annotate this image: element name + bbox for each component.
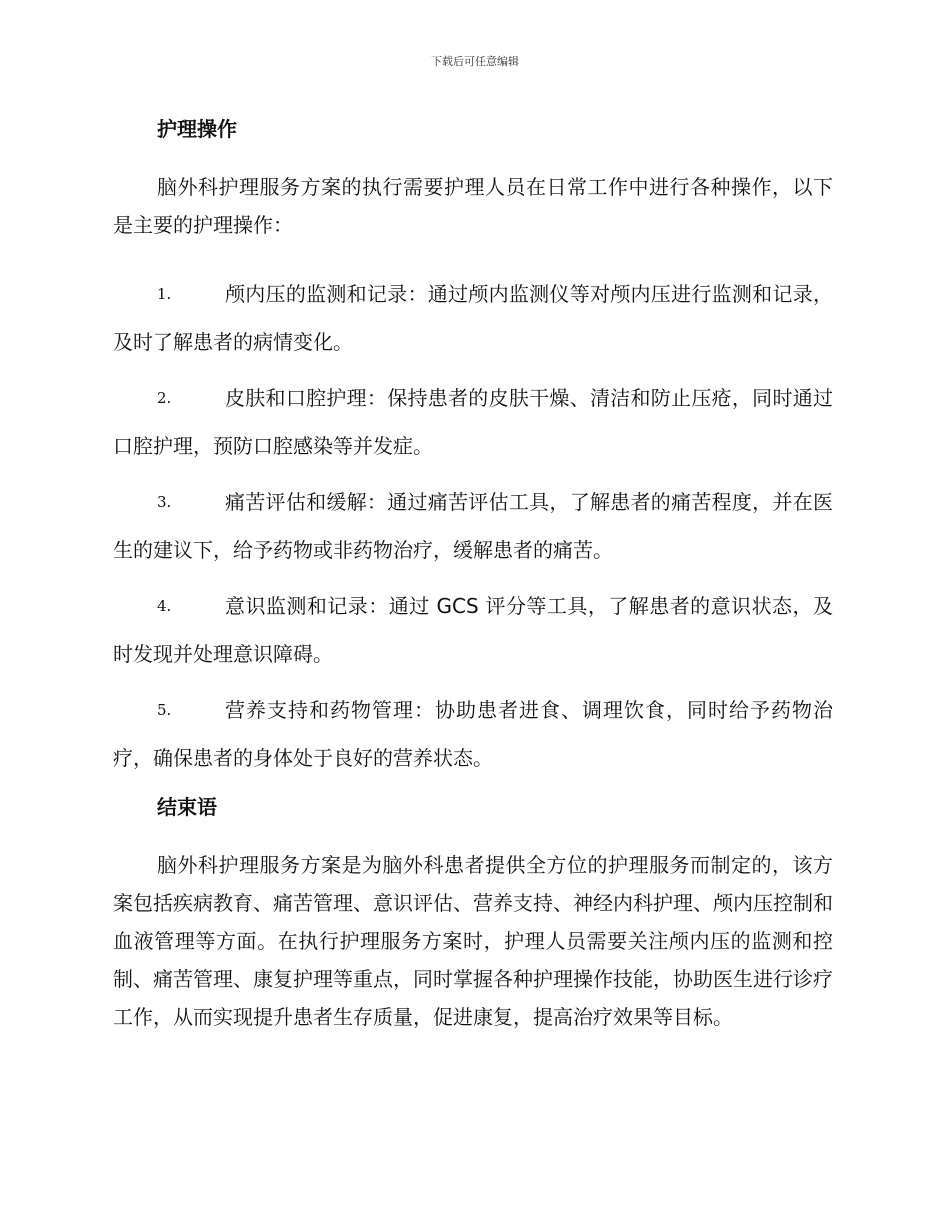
list-item bbox=[113, 270, 833, 366]
list-item bbox=[113, 582, 833, 678]
list-item-number: 5. bbox=[157, 701, 172, 719]
list-item bbox=[113, 374, 833, 470]
list-item-text: 意识监测和记录：通过 GCS 评分等工具，了解患者的意识状态，及时发现并处理意识障碍。 bbox=[113, 594, 833, 666]
intro-paragraph: 脑外科护理服务方案的执行需要护理人员在日常工作中进行各种操作，以下是主要的护理操作： bbox=[113, 175, 833, 237]
list-item-text: 皮肤和口腔护理：保持患者的皮肤干燥、清洁和防止压疮，同时通过口腔护理，预防口腔感染等并发症。 bbox=[113, 386, 833, 458]
document-body bbox=[113, 112, 833, 1062]
list-item-number: 2. bbox=[157, 389, 172, 407]
list-item-text: 痛苦评估和缓解：通过痛苦评估工具，了解患者的痛苦程度，并在医生的建议下，给予药物或非药物治疗，缓解患者的痛苦。 bbox=[113, 490, 833, 562]
section-heading-conclusion: 结束语 bbox=[157, 795, 217, 819]
section-heading-nursing-operations: 护理操作 bbox=[157, 117, 237, 141]
page-header-note: 下载后可任意编辑 bbox=[431, 55, 519, 68]
list-item-number: 3. bbox=[157, 493, 172, 511]
list-item bbox=[113, 478, 833, 574]
list-item-number: 4. bbox=[157, 597, 172, 615]
list-item-number: 1. bbox=[157, 285, 172, 303]
conclusion-paragraph: 脑外科护理服务方案是为脑外科患者提供全方位的护理服务而制定的，该方案包括疾病教育、痛苦管理、意识评估、营养支持、神经内科护理、颅内压控制和血液管理等方面。在执行护理服务方案时，护理人员需要关注颅内压的监测和控制、痛苦管理、康复护理等重点，同时掌握各种护理操作技能，协助医生进行诊疗工作，从而实现提升患者生存质量，促进康复，提高治疗效果等目标。 bbox=[113, 853, 833, 1029]
list-item bbox=[113, 686, 833, 782]
list-item-text: 颅内压的监测和记录：通过颅内监测仪等对颅内压进行监测和记录，及时了解患者的病情变化。 bbox=[113, 282, 833, 354]
list-item-text: 营养支持和药物管理：协助患者进食、调理饮食，同时给予药物治疗，确保患者的身体处于良好的营养状态。 bbox=[113, 698, 833, 770]
